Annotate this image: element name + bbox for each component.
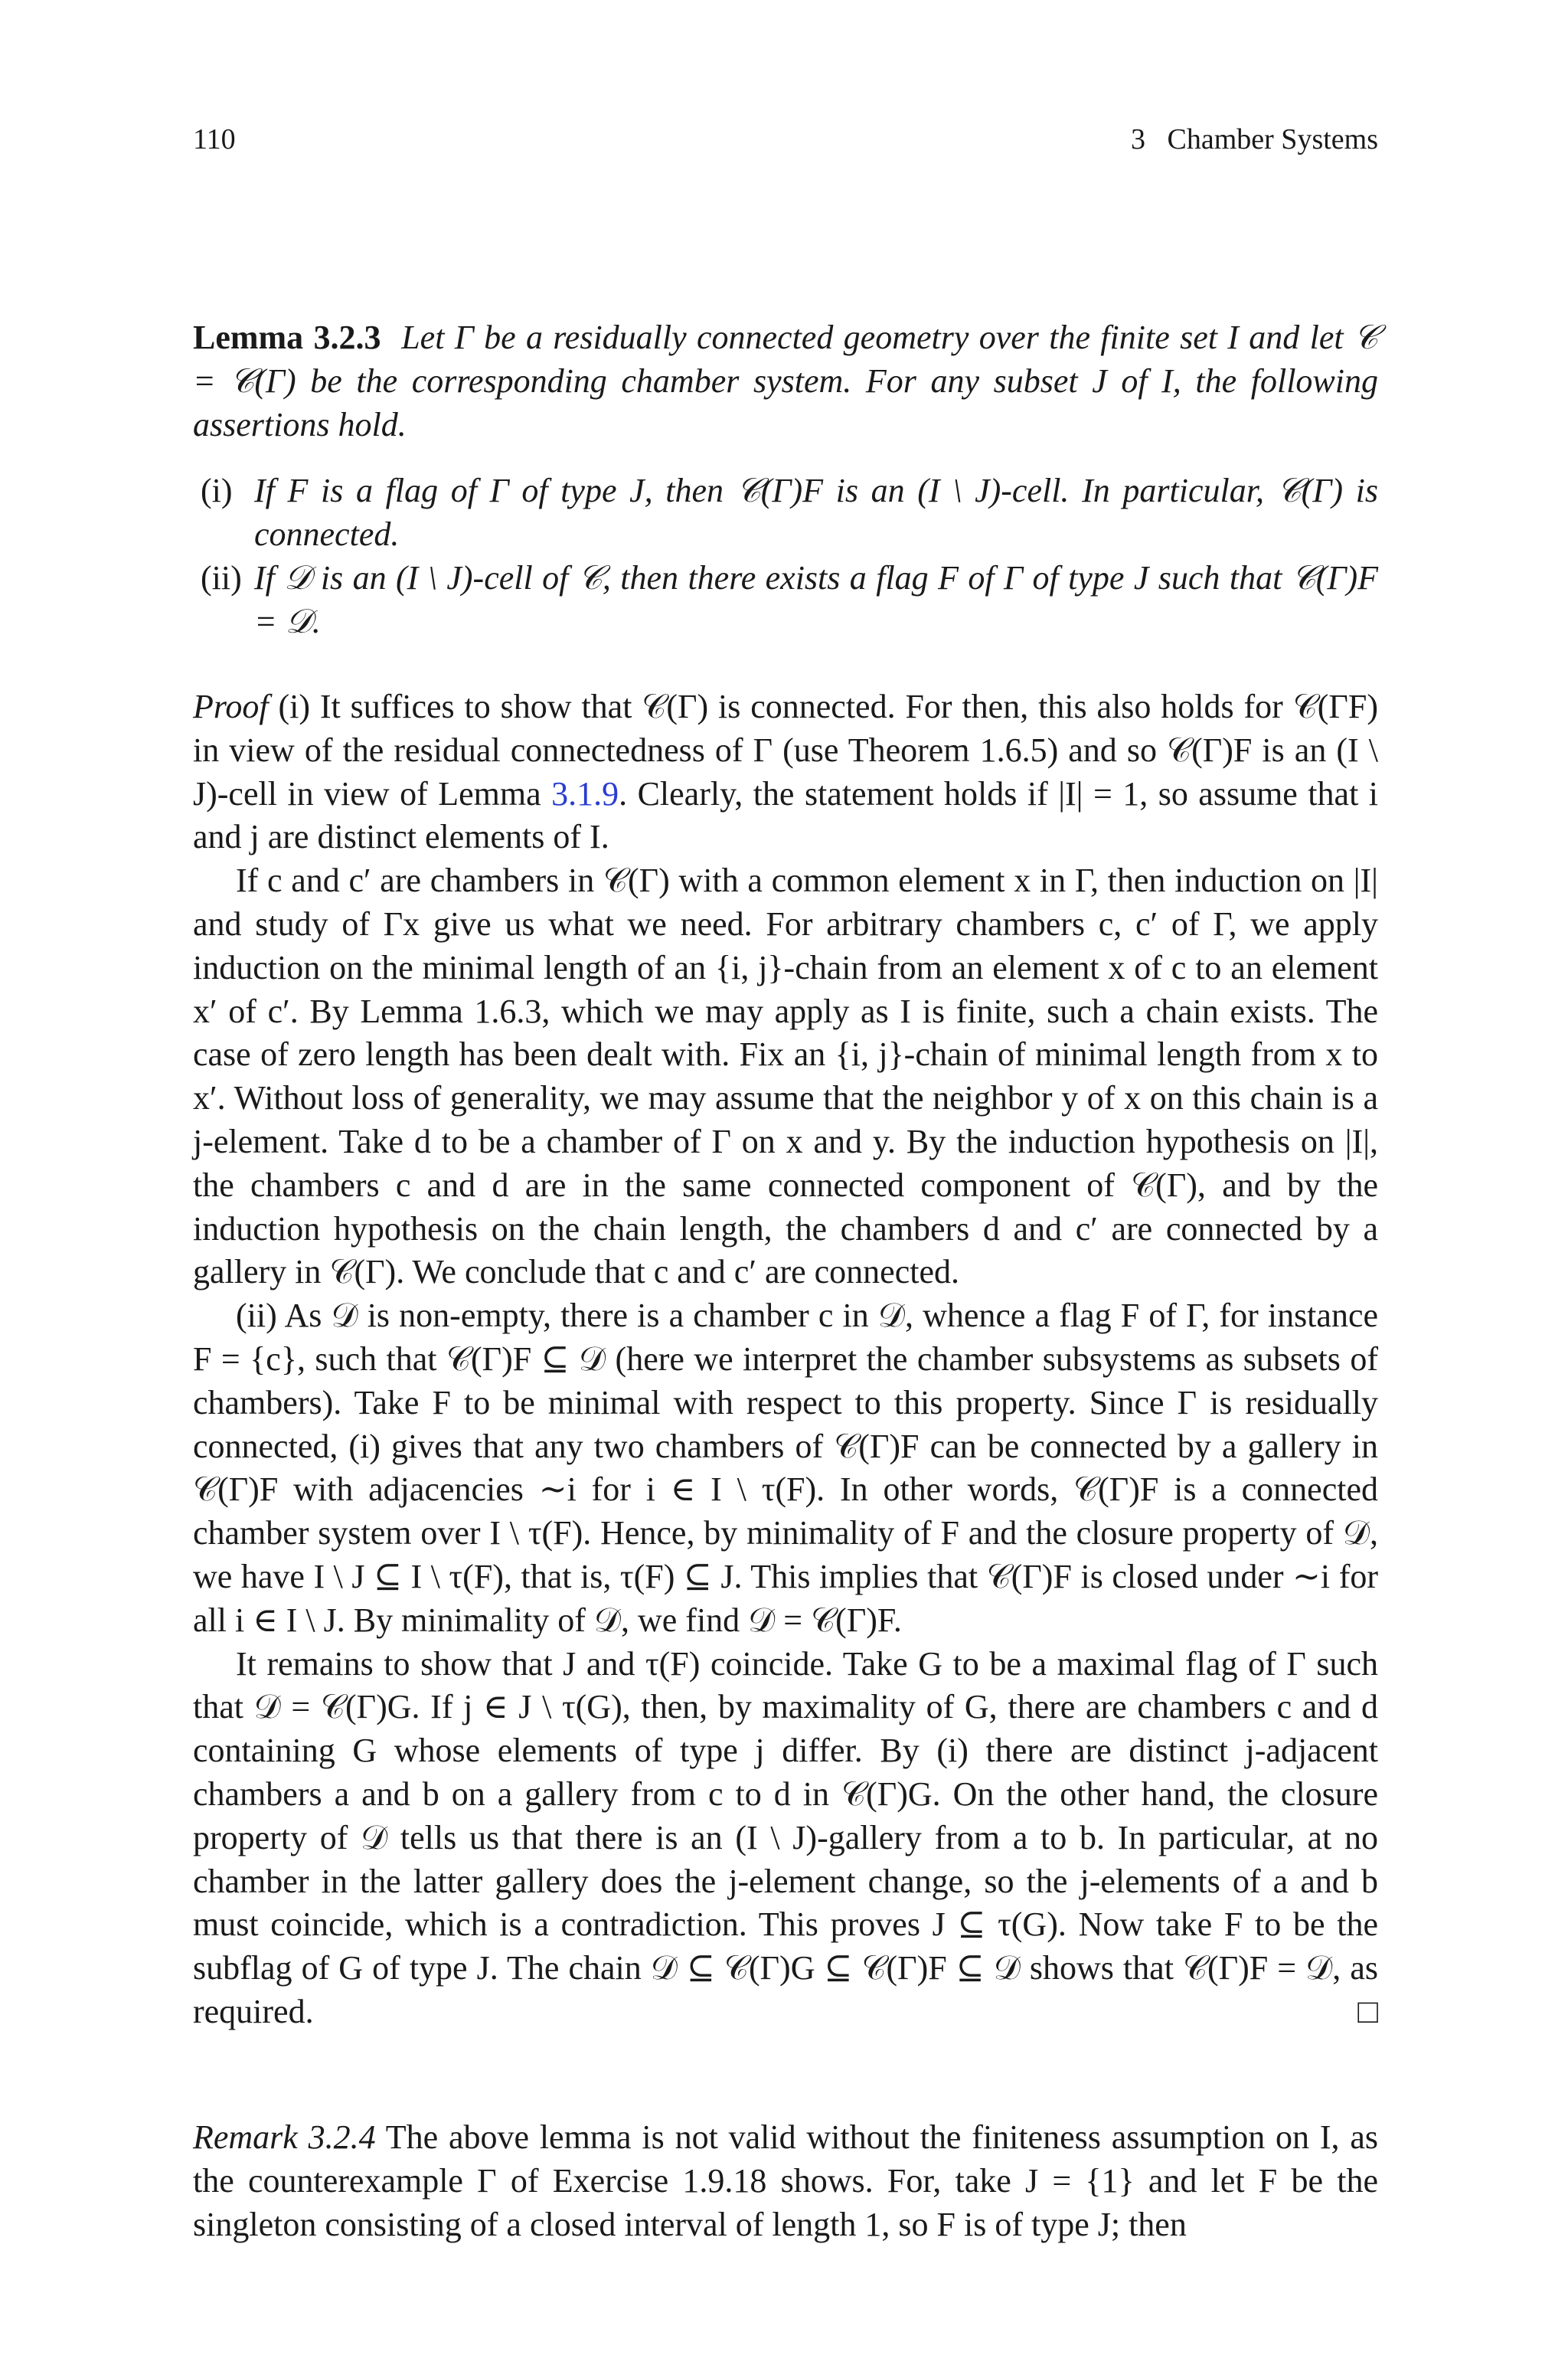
remark-label: Remark 3.2.4 [193, 2118, 376, 2156]
remark-block [193, 2115, 1378, 2246]
lemma-reference-link[interactable]: 3.1.9 [551, 774, 619, 813]
page-content [193, 115, 1378, 2243]
lemma-statement [193, 316, 1378, 446]
proof-paragraph: (ii) As 𝒟 is non-empty, there is a chamber c in 𝒟, whence a flag F of Γ, for instance F = {c}, such that 𝒞(Γ)F ⊆ 𝒟 (here we interpret the chamber subsystems as subsets of chambers). Take F to be minimal with respect to this property. Since Γ is residually connected, (i) gives that any two chambers of 𝒞(Γ)F can be connected by a gallery in 𝒞(Γ)F with adjacencies ∼i for i ∈ I \ τ(F). In other words, 𝒞(Γ)F is a connected chamber system over I \ τ(F). Hence, by minimality of F and the closure property of 𝒟, we have I \ J ⊆ I \ τ(F), that is, τ(F) ⊆ J. This implies that 𝒞(Γ)F is closed under ∼i for all i ∈ I \ J. By minimality of 𝒟, we find 𝒟 = 𝒞(Γ)F. [193, 1297, 1378, 1639]
proof-paragraph [193, 685, 1378, 859]
lemma-item [193, 469, 1378, 556]
proof-block [193, 685, 1378, 2034]
qed-symbol: □ [1357, 1992, 1378, 2030]
running-head: 3 Chamber Systems [1131, 123, 1378, 155]
page-header [193, 115, 1378, 161]
proof-text: (i) It suffices to show that 𝒞(Γ) is connected. For then, this also holds for 𝒞(ΓF) in view of the residual connectedness of Γ (use Theorem 1.6.5) and so 𝒞(Γ)F is an (I \ J)-cell in view of Lemma [193, 688, 1378, 813]
item-text: If F is a flag of Γ of type J, then 𝒞(Γ)F is an (I \ J)-cell. In particular, 𝒞(Γ) is connected. [254, 472, 1378, 553]
proof-text: It remains to show that J and τ(F) coincide. Take G to be a maximal flag of Γ such that 𝒟 = 𝒞(Γ)G. If j ∈ J \ τ(G), then, by maximality of G, there are chambers c and d containing G whose elements of type j differ. By (i) there are distinct j-adjacent chambers a and b on a gallery from c to d in 𝒞(Γ)G. On the other hand, the closure property of 𝒟 tells us that there is an (I \ J)-gallery from a to b. In particular, at no chamber in the latter gallery does the j-element change, so the j-elements of a and b must coincide, which is a contradiction. This proves J ⊆ τ(G). Now take F to be the subflag of G of type J. The chain 𝒟 ⊆ 𝒞(Γ)G ⊆ 𝒞(Γ)F ⊆ 𝒟 shows that 𝒞(Γ)F = 𝒟, as required. [193, 1644, 1378, 2030]
lemma-text: Let Γ be a residually connected geometry over the finite set I and let 𝒞 = 𝒞(Γ) be the corresponding chamber system. For any subset J of I, the following assertions hold. [193, 319, 1378, 443]
item-label: (i) [201, 472, 233, 509]
lemma-item [193, 556, 1378, 643]
proof-label: Proof [193, 688, 269, 725]
lemma-items [193, 469, 1378, 643]
lemma-title: Lemma 3.2.3 [193, 319, 381, 356]
proof-text: . Clearly, the statement holds if |I| = 1, so assume that i and j are distinct elements of I. [193, 774, 1378, 856]
page-number: 110 [193, 123, 236, 155]
item-label: (ii) [201, 559, 242, 597]
item-text: If 𝒟 is an (I \ J)-cell of 𝒞, then there exists a flag F of Γ of type J such that 𝒞(Γ)F = 𝒟. [254, 559, 1378, 640]
proof-paragraph [193, 1643, 1378, 2034]
remark-text: The above lemma is not valid without the finiteness assumption on I, as the counterexample Γ of Exercise 1.9.18 shows. For, take J = {1} and let F be the singleton consisting of a closed interval of length 1, so F is of type J; then [193, 2118, 1378, 2243]
proof-paragraph: If c and c′ are chambers in 𝒞(Γ) with a common element x in Γ, then induction on |I| and study of Γx give us what we need. For arbitrary chambers c, c′ of Γ, we apply induction on the minimal length of an {i, j}-chain from an element x of c to an element x′ of c′. By Lemma 1.6.3, which we may apply as I is finite, such a chain exists. The case of zero length has been dealt with. Fix an {i, j}-chain of minimal length from x to x′. Without loss of generality, we may assume that the neighbor y of x on this chain is a j-element. Take d to be a chamber of Γ on x and y. By the induction hypothesis on |I|, the chambers c and d are in the same connected component of 𝒞(Γ), and by the induction hypothesis on the chain length, the chambers d and c′ are connected by a gallery in 𝒞(Γ). We conclude that c and c′ are connected. [193, 862, 1378, 1291]
